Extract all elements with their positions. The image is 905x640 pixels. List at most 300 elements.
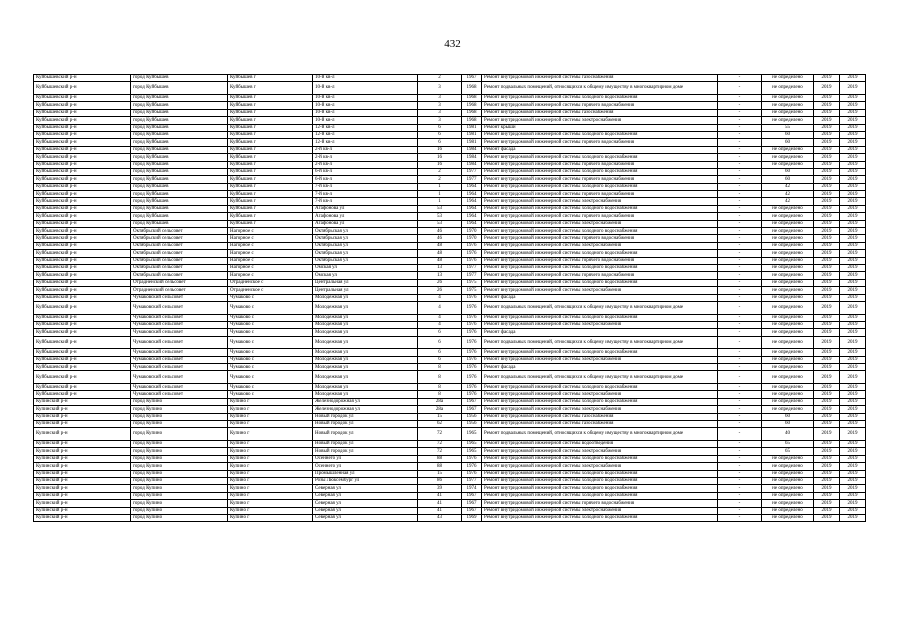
end-year-cell: 2019 [840,492,866,499]
municipality-cell: город Куйбышев [131,220,228,227]
dash-cell: - [718,406,762,413]
work-type-cell: Ремонт внутридомовой инженерной системы горячего водоснабжения [482,500,718,507]
house-number-cell: 13 [418,272,462,279]
end-year-cell: 2019 [840,477,866,484]
table-row [34,124,866,131]
house-number-cell: 72 [418,448,462,455]
end-year-cell: 2019 [840,301,866,314]
street-cell: Новый городок ул [313,413,418,420]
municipality-cell: город Купино [131,455,228,462]
start-year-cell: 2019 [814,448,840,455]
table-row [34,356,866,363]
street-cell: 2-й кв-л [313,154,418,161]
end-year-cell: 2019 [840,507,866,514]
start-year-cell: 2019 [814,455,840,462]
cost-cell: не определено [762,250,814,257]
house-number-cell: 48 [418,250,462,257]
house-number-cell: 3 [418,102,462,109]
settlement-cell: Купино г [228,514,313,521]
start-year-cell: 2019 [814,257,840,264]
dash-cell: - [718,371,762,384]
street-cell: Северная ул [313,500,418,507]
district-cell: Купинский р-н [34,413,131,420]
table-row [34,287,866,294]
street-cell: Осеннего ул [313,463,418,470]
house-number-cell: 28а [418,398,462,405]
start-year-cell: 2019 [814,294,840,301]
table-row [34,176,866,183]
start-year-cell: 2019 [814,161,840,168]
table-row [34,154,866,161]
settlement-cell: Купино г [228,440,313,447]
district-cell: Куйбышевский р-н [34,205,131,212]
municipality-cell: Чумаковский сельсовет [131,391,228,398]
dash-cell: - [718,413,762,420]
table-row [34,109,866,116]
end-year-cell: 2019 [840,109,866,116]
dash-cell: - [718,398,762,405]
table-row [34,235,866,242]
municipality-cell: город Куйбышев [131,124,228,131]
year-cell: 1967 [462,500,482,507]
dash-cell: - [718,294,762,301]
settlement-cell: Купино г [228,485,313,492]
district-cell: Куйбышевский р-н [34,356,131,363]
start-year-cell: 2019 [814,272,840,279]
municipality-cell: город Куйбышев [131,82,228,95]
work-type-cell: Ремонт внутридомовой инженерной системы холодного водоснабжения [482,492,718,499]
year-cell: 1969 [462,514,482,521]
municipality-cell: город Куйбышев [131,109,228,116]
dash-cell: - [718,228,762,235]
work-type-cell: Ремонт внутридомовой инженерной системы горячего водоснабжения [482,191,718,198]
district-cell: Куйбышевский р-н [34,154,131,161]
work-type-cell: Ремонт внутридомовой инженерной системы газоснабжения [482,75,718,82]
start-year-cell: 2019 [814,421,840,428]
cost-cell: не определено [762,235,814,242]
table-row [34,455,866,462]
dash-cell: - [718,349,762,356]
table-row [34,448,866,455]
municipality-cell: Октябрьский сельсовет [131,242,228,249]
year-cell: 1976 [462,391,482,398]
dash-cell: - [718,463,762,470]
start-year-cell: 2019 [814,213,840,220]
start-year-cell: 2019 [814,205,840,212]
district-cell: Купинский р-н [34,500,131,507]
settlement-cell: Куйбышев г [228,82,313,95]
settlement-cell: Куйбышев г [228,198,313,205]
end-year-cell: 2019 [840,228,866,235]
dash-cell: - [718,124,762,131]
table-row [34,272,866,279]
end-year-cell: 2019 [840,198,866,205]
house-number-cell: 2 [418,176,462,183]
settlement-cell: Купино г [228,421,313,428]
cost-cell: 65 [762,448,814,455]
dash-cell: - [718,139,762,146]
municipality-cell: город Купино [131,440,228,447]
street-cell: 7-й кв-л [313,198,418,205]
start-year-cell: 2019 [814,514,840,521]
street-cell: 12-й кв-л [313,124,418,131]
year-cell: 1984 [462,154,482,161]
table-row [34,161,866,168]
end-year-cell: 2019 [840,161,866,168]
cost-cell: 60 [762,131,814,138]
cost-cell: не определено [762,287,814,294]
cost-cell: 55 [762,124,814,131]
house-number-cell: 4 [418,294,462,301]
year-cell: 1977 [462,272,482,279]
dash-cell: - [718,514,762,521]
start-year-cell: 2019 [814,349,840,356]
year-cell: 1976 [462,470,482,477]
house-number-cell: 88 [418,455,462,462]
municipality-cell: Чумаковский сельсовет [131,364,228,371]
municipality-cell: город Куйбышев [131,213,228,220]
settlement-cell: Чумаково с [228,384,313,391]
end-year-cell: 2019 [840,406,866,413]
settlement-cell: Куйбышев г [228,220,313,227]
start-year-cell: 2019 [814,463,840,470]
year-cell: 1976 [462,257,482,264]
dash-cell: - [718,336,762,349]
year-cell: 1967 [462,507,482,514]
table-row [34,213,866,220]
settlement-cell: Чумаково с [228,356,313,363]
dash-cell: - [718,75,762,82]
end-year-cell: 2019 [840,321,866,328]
cost-cell: не определено [762,205,814,212]
municipality-cell: город Куйбышев [131,176,228,183]
cost-cell: не определено [762,349,814,356]
work-type-cell: Ремонт подвальных помещений, относящихся к общему имуществу в многоквартирном доме [482,428,718,441]
end-year-cell: 2019 [840,235,866,242]
year-cell: 1968 [462,94,482,101]
house-number-cell: 53 [418,213,462,220]
cost-cell: не определено [762,75,814,82]
start-year-cell: 2019 [814,470,840,477]
end-year-cell: 2019 [840,485,866,492]
street-cell: Омская ул [313,272,418,279]
house-number-cell: 6 [418,329,462,336]
end-year-cell: 2019 [840,124,866,131]
municipality-cell: город Куйбышев [131,75,228,82]
dash-cell: - [718,264,762,271]
district-cell: Купинский р-н [34,485,131,492]
street-cell: Омская ул [313,264,418,271]
start-year-cell: 2019 [814,321,840,328]
house-number-cell: 43 [418,514,462,521]
settlement-cell: Куйбышев г [228,191,313,198]
start-year-cell: 2019 [814,154,840,161]
settlement-cell: Куйбышев г [228,102,313,109]
district-cell: Куйбышевский р-н [34,279,131,286]
dash-cell: - [718,161,762,168]
house-number-cell: 8 [418,364,462,371]
year-cell: 1976 [462,455,482,462]
end-year-cell: 2019 [840,514,866,521]
district-cell: Куйбышевский р-н [34,139,131,146]
district-cell: Куйбышевский р-н [34,124,131,131]
start-year-cell: 2019 [814,440,840,447]
start-year-cell: 2019 [814,102,840,109]
dash-cell: - [718,440,762,447]
dash-cell: - [718,242,762,249]
district-cell: Куйбышевский р-н [34,257,131,264]
dash-cell: - [718,191,762,198]
settlement-cell: Нагорное с [228,235,313,242]
table-body [34,75,866,522]
settlement-cell: Куйбышев г [228,161,313,168]
start-year-cell: 2019 [814,364,840,371]
dash-cell: - [718,492,762,499]
end-year-cell: 2019 [840,336,866,349]
municipality-cell: город Купино [131,500,228,507]
work-type-cell: Ремонт внутридомовой инженерной системы горячего водоснабжения [482,257,718,264]
cost-cell: не определено [762,314,814,321]
municipality-cell: город Куйбышев [131,161,228,168]
house-number-cell: 3 [418,109,462,116]
district-cell: Куйбышевский р-н [34,131,131,138]
street-cell: Новый городок ул [313,428,418,441]
cost-cell: 60 [762,421,814,428]
end-year-cell: 2019 [840,220,866,227]
house-number-cell: 2 [418,75,462,82]
house-number-cell: 8 [418,384,462,391]
district-cell: Куйбышевский р-н [34,109,131,116]
street-cell: Молодежная ул [313,329,418,336]
settlement-cell: Куйбышев г [228,154,313,161]
end-year-cell: 2019 [840,264,866,271]
start-year-cell: 2019 [814,198,840,205]
house-number-cell: 4 [418,314,462,321]
dash-cell: - [718,198,762,205]
year-cell: 1968 [462,109,482,116]
start-year-cell: 2019 [814,124,840,131]
settlement-cell: Чумаково с [228,321,313,328]
municipality-cell: Чумаковский сельсовет [131,371,228,384]
street-cell: Молодежная ул [313,301,418,314]
work-type-cell: Ремонт внутридомовой инженерной системы холодного водоснабжения [482,477,718,484]
house-number-cell: 48 [418,257,462,264]
cost-cell: не определено [762,213,814,220]
street-cell: Северная ул [313,507,418,514]
table-row [34,131,866,138]
dash-cell: - [718,329,762,336]
dash-cell: - [718,279,762,286]
year-cell: 1976 [462,294,482,301]
cost-cell: 60 [762,139,814,146]
dash-cell: - [718,364,762,371]
district-cell: Куйбышевский р-н [34,176,131,183]
work-type-cell: Ремонт внутридомовой инженерной системы холодного водоснабжения [482,183,718,190]
dash-cell: - [718,384,762,391]
work-type-cell: Ремонт подвальных помещений, относящихся к общему имуществу в многоквартирном доме [482,82,718,95]
municipality-cell: город Купино [131,413,228,420]
settlement-cell: Купино г [228,398,313,405]
table-row [34,205,866,212]
year-cell: 1968 [462,102,482,109]
house-number-cell: 62 [418,421,462,428]
year-cell: 1984 [462,161,482,168]
end-year-cell: 2019 [840,250,866,257]
district-cell: Купинский р-н [34,406,131,413]
municipality-cell: Чумаковский сельсовет [131,314,228,321]
start-year-cell: 2019 [814,398,840,405]
dash-cell: - [718,213,762,220]
end-year-cell: 2019 [840,500,866,507]
table-row [34,398,866,405]
street-cell: 12-й кв-л [313,131,418,138]
repair-schedule-table [33,74,866,522]
table-row [34,146,866,153]
house-number-cell: 1 [418,191,462,198]
work-type-cell: Ремонт фасада [482,294,718,301]
work-type-cell: Ремонт внутридомовой инженерной системы горячего водоснабжения [482,102,718,109]
year-cell: 1964 [462,191,482,198]
street-cell: Молодежная ул [313,391,418,398]
house-number-cell: 15 [418,413,462,420]
start-year-cell: 2019 [814,250,840,257]
dash-cell: - [718,507,762,514]
year-cell: 1964 [462,213,482,220]
cost-cell: не определено [762,272,814,279]
table-row [34,336,866,349]
cost-cell: не определено [762,329,814,336]
table-row [34,349,866,356]
street-cell: Молодежная ул [313,364,418,371]
house-number-cell: 4 [418,321,462,328]
table-row [34,391,866,398]
dash-cell: - [718,82,762,95]
year-cell: 1964 [462,183,482,190]
year-cell: 1981 [462,131,482,138]
house-number-cell: 4 [418,301,462,314]
municipality-cell: город Куйбышев [131,191,228,198]
street-cell: Центральная ул [313,279,418,286]
start-year-cell: 2019 [814,131,840,138]
year-cell: 1976 [462,329,482,336]
work-type-cell: Ремонт внутридомовой инженерной системы электроснабжения [482,220,718,227]
end-year-cell: 2019 [840,470,866,477]
settlement-cell: Купино г [228,413,313,420]
table-row [34,294,866,301]
district-cell: Куйбышевский р-н [34,242,131,249]
street-cell: Октябрьская ул [313,250,418,257]
end-year-cell: 2019 [840,314,866,321]
district-cell: Куйбышевский р-н [34,371,131,384]
end-year-cell: 2019 [840,356,866,363]
street-cell: Новый городок ул [313,448,418,455]
dash-cell: - [718,117,762,124]
settlement-cell: Куйбышев г [228,213,313,220]
table-row [34,371,866,384]
street-cell: 10-й кв-л [313,94,418,101]
street-cell: Молодежная ул [313,336,418,349]
year-cell: 1965 [462,428,482,441]
end-year-cell: 2019 [840,349,866,356]
work-type-cell: Ремонт внутридомовой инженерной системы холодного водоснабжения [482,205,718,212]
cost-cell: не определено [762,470,814,477]
start-year-cell: 2019 [814,329,840,336]
table-row [34,82,866,95]
settlement-cell: Нагорное с [228,242,313,249]
settlement-cell: Куйбышев г [228,205,313,212]
year-cell: 1956 [462,421,482,428]
district-cell: Куйбышевский р-н [34,294,131,301]
start-year-cell: 2019 [814,183,840,190]
street-cell: Осеннего ул [313,455,418,462]
street-cell: 12-й кв-л [313,139,418,146]
house-number-cell: 41 [418,507,462,514]
cost-cell: 60 [762,176,814,183]
end-year-cell: 2019 [840,391,866,398]
district-cell: Куйбышевский р-н [34,301,131,314]
cost-cell: не определено [762,321,814,328]
cost-cell: не определено [762,228,814,235]
cost-cell: не определено [762,463,814,470]
end-year-cell: 2019 [840,440,866,447]
house-number-cell: 1 [418,183,462,190]
work-type-cell: Ремонт внутридомовой инженерной системы холодного водоснабжения [482,314,718,321]
year-cell: 1975 [462,279,482,286]
cost-cell: не определено [762,384,814,391]
municipality-cell: город Купино [131,492,228,499]
work-type-cell: Ремонт внутридомовой инженерной системы холодного водоснабжения [482,514,718,521]
cost-cell: не определено [762,507,814,514]
municipality-cell: город Купино [131,477,228,484]
municipality-cell: город Купино [131,406,228,413]
street-cell: Новый городок ул [313,421,418,428]
start-year-cell: 2019 [814,406,840,413]
year-cell: 1984 [462,146,482,153]
street-cell: 2-й кв-л [313,146,418,153]
street-cell: Агафонова ул [313,213,418,220]
street-cell: Молодежная ул [313,371,418,384]
settlement-cell: Куйбышев г [228,109,313,116]
start-year-cell: 2019 [814,228,840,235]
end-year-cell: 2019 [840,82,866,95]
municipality-cell: город Купино [131,507,228,514]
district-cell: Куйбышевский р-н [34,329,131,336]
end-year-cell: 2019 [840,102,866,109]
cost-cell: не определено [762,500,814,507]
start-year-cell: 2019 [814,109,840,116]
year-cell: 1968 [462,82,482,95]
table-row [34,440,866,447]
dash-cell: - [718,176,762,183]
start-year-cell: 2019 [814,314,840,321]
work-type-cell: Ремонт подвальных помещений, относящихся к общему имуществу в многоквартирном доме [482,371,718,384]
settlement-cell: Чумаково с [228,391,313,398]
work-type-cell: Ремонт внутридомовой инженерной системы газоснабжения [482,109,718,116]
work-type-cell: Ремонт внутридомовой инженерной системы электроснабжения [482,117,718,124]
house-number-cell: 6 [418,356,462,363]
year-cell: 1975 [462,287,482,294]
municipality-cell: город Купино [131,514,228,521]
dash-cell: - [718,301,762,314]
work-type-cell: Ремонт внутридомовой инженерной системы электроснабжения [482,507,718,514]
end-year-cell: 2019 [840,364,866,371]
district-cell: Куйбышевский р-н [34,75,131,82]
end-year-cell: 2019 [840,287,866,294]
municipality-cell: Октябрьский сельсовет [131,250,228,257]
settlement-cell: Купино г [228,406,313,413]
year-cell: 1976 [462,321,482,328]
work-type-cell: Ремонт внутридомовой инженерной системы электроснабжения [482,406,718,413]
